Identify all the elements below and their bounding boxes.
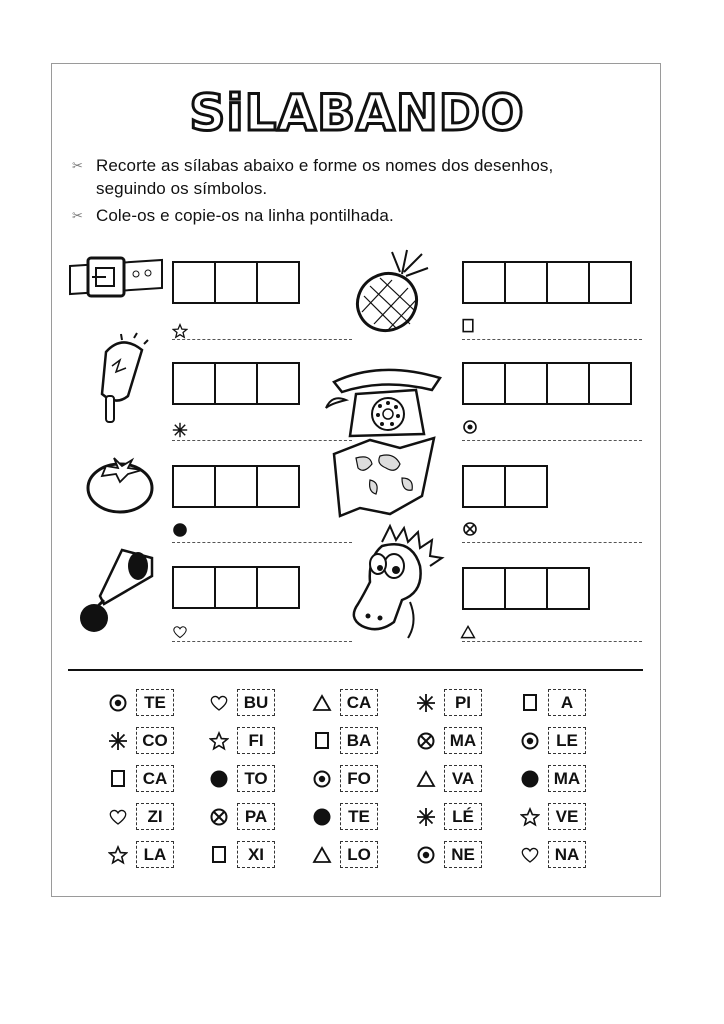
syllable-key-item[interactable] — [209, 689, 275, 716]
circle-dot-icon — [520, 731, 540, 751]
syllable-key-item[interactable] — [108, 803, 174, 830]
syllable-key-item[interactable] — [520, 841, 586, 868]
circle-dot-icon — [108, 693, 128, 713]
syllable-label: CA — [136, 765, 174, 792]
syllable-label: A — [548, 689, 586, 716]
syllable-key-item[interactable] — [108, 689, 174, 716]
scissors-icon: ✂ — [72, 208, 83, 223]
syllable-key-item[interactable] — [312, 841, 378, 868]
syllable-label: VA — [444, 765, 482, 792]
filled-circle-icon — [209, 769, 229, 789]
syllable-label: CO — [136, 727, 174, 754]
syllable-label: MA — [548, 765, 586, 792]
syllable-key-item[interactable] — [312, 803, 378, 830]
answer-line-telephone[interactable] — [462, 440, 642, 441]
syllable-key-item[interactable] — [108, 727, 174, 754]
syllable-label: ZI — [136, 803, 174, 830]
syllable-key-item[interactable] — [416, 803, 482, 830]
answer-line-popsicle[interactable] — [172, 440, 352, 441]
scissors-icon: ✂ — [72, 158, 83, 173]
circle-cross-icon — [462, 521, 478, 537]
syllable-label: XI — [237, 841, 275, 868]
syllable-boxes-funnel[interactable] — [172, 566, 298, 609]
answer-line-horse[interactable] — [462, 641, 642, 642]
divider-line — [68, 669, 643, 671]
star-outline-icon — [520, 807, 540, 827]
syllable-label: TO — [237, 765, 275, 792]
map-icon — [330, 434, 440, 520]
syllable-boxes-popsicle[interactable] — [172, 362, 298, 405]
syllable-boxes-tomato[interactable] — [172, 465, 298, 508]
syllable-label: LE — [548, 727, 586, 754]
heart-outline-icon — [520, 845, 540, 865]
syllable-key-item[interactable] — [520, 765, 586, 792]
instruction-1: ✂ Recorte as sílabas abaixo e forme os nomes dos desenhos, seguindo os símbolos. — [72, 156, 554, 198]
asterisk-icon — [416, 807, 436, 827]
syllable-label: MA — [444, 727, 482, 754]
syllable-label: FI — [237, 727, 275, 754]
syllable-key-item[interactable] — [416, 727, 482, 754]
star-outline-icon — [108, 845, 128, 865]
answer-line-funnel[interactable] — [172, 641, 352, 642]
syllable-key-item[interactable] — [312, 689, 378, 716]
syllable-label: TE — [136, 689, 174, 716]
square-outline-icon — [460, 318, 476, 334]
syllable-key-item[interactable] — [108, 765, 174, 792]
belt-icon — [66, 254, 166, 300]
answer-line-map[interactable] — [462, 542, 642, 543]
popsicle-icon — [92, 332, 152, 428]
syllable-key-item[interactable] — [520, 727, 586, 754]
circle-dot-icon — [312, 769, 332, 789]
syllable-label: BU — [237, 689, 275, 716]
syllable-key-item[interactable] — [312, 765, 378, 792]
funnel-icon — [78, 546, 158, 636]
syllable-boxes-belt[interactable] — [172, 261, 298, 304]
star-outline-icon — [209, 731, 229, 751]
telephone-icon — [320, 364, 444, 440]
syllable-key-item[interactable] — [209, 841, 275, 868]
circle-dot-icon — [462, 419, 478, 435]
syllable-key-item[interactable] — [108, 841, 174, 868]
syllable-label: CA — [340, 689, 378, 716]
triangle-outline-icon — [312, 693, 332, 713]
syllable-label: BA — [340, 727, 378, 754]
syllable-label: VE — [548, 803, 586, 830]
answer-line-pineapple[interactable] — [462, 339, 642, 340]
syllable-key-item[interactable] — [520, 803, 586, 830]
asterisk-icon — [416, 693, 436, 713]
syllable-label: TE — [340, 803, 378, 830]
syllable-boxes-map[interactable] — [462, 465, 546, 508]
syllable-boxes-pineapple[interactable] — [462, 261, 630, 304]
syllable-key-item[interactable] — [416, 841, 482, 868]
answer-line-belt[interactable] — [172, 339, 352, 340]
syllable-label: LÉ — [444, 803, 482, 830]
asterisk-icon — [172, 422, 188, 438]
filled-circle-icon — [520, 769, 540, 789]
syllable-key-item[interactable] — [416, 765, 482, 792]
syllable-label: FO — [340, 765, 378, 792]
square-outline-icon — [312, 731, 332, 751]
horse-icon — [342, 522, 452, 640]
syllable-label: LO — [340, 841, 378, 868]
heart-outline-icon — [209, 693, 229, 713]
syllable-label: PA — [237, 803, 275, 830]
heart-outline-icon — [108, 807, 128, 827]
star-outline-icon — [172, 323, 188, 339]
circle-dot-icon — [416, 845, 436, 865]
syllable-label: NE — [444, 841, 482, 868]
triangle-outline-icon — [416, 769, 436, 789]
tomato-icon — [84, 454, 156, 514]
syllable-boxes-telephone[interactable] — [462, 362, 630, 405]
syllable-label: PI — [444, 689, 482, 716]
answer-line-tomato[interactable] — [172, 542, 352, 543]
worksheet — [51, 63, 661, 897]
heart-outline-icon — [172, 624, 188, 640]
syllable-key-item[interactable] — [416, 689, 482, 716]
asterisk-icon — [108, 731, 128, 751]
syllable-boxes-horse[interactable] — [462, 567, 588, 610]
pineapple-icon — [352, 246, 432, 334]
title-text: SiLABANDO — [189, 84, 525, 140]
square-outline-icon — [209, 845, 229, 865]
syllable-key-item[interactable] — [209, 803, 275, 830]
syllable-label: LA — [136, 841, 174, 868]
square-outline-icon — [108, 769, 128, 789]
syllable-key-item[interactable] — [209, 727, 275, 754]
filled-circle-icon — [172, 522, 188, 538]
syllable-key-item[interactable] — [520, 689, 586, 716]
syllable-label: NA — [548, 841, 586, 868]
instruction-2: ✂ Cole-os e copie-os na linha pontilhada. — [72, 206, 394, 225]
circle-cross-icon — [209, 807, 229, 827]
filled-circle-icon — [312, 807, 332, 827]
triangle-outline-icon — [460, 624, 476, 640]
syllable-key-item[interactable] — [312, 727, 378, 754]
triangle-outline-icon — [312, 845, 332, 865]
square-outline-icon — [520, 693, 540, 713]
syllable-key-item[interactable] — [209, 765, 275, 792]
circle-cross-icon — [416, 731, 436, 751]
page-title — [162, 84, 552, 140]
